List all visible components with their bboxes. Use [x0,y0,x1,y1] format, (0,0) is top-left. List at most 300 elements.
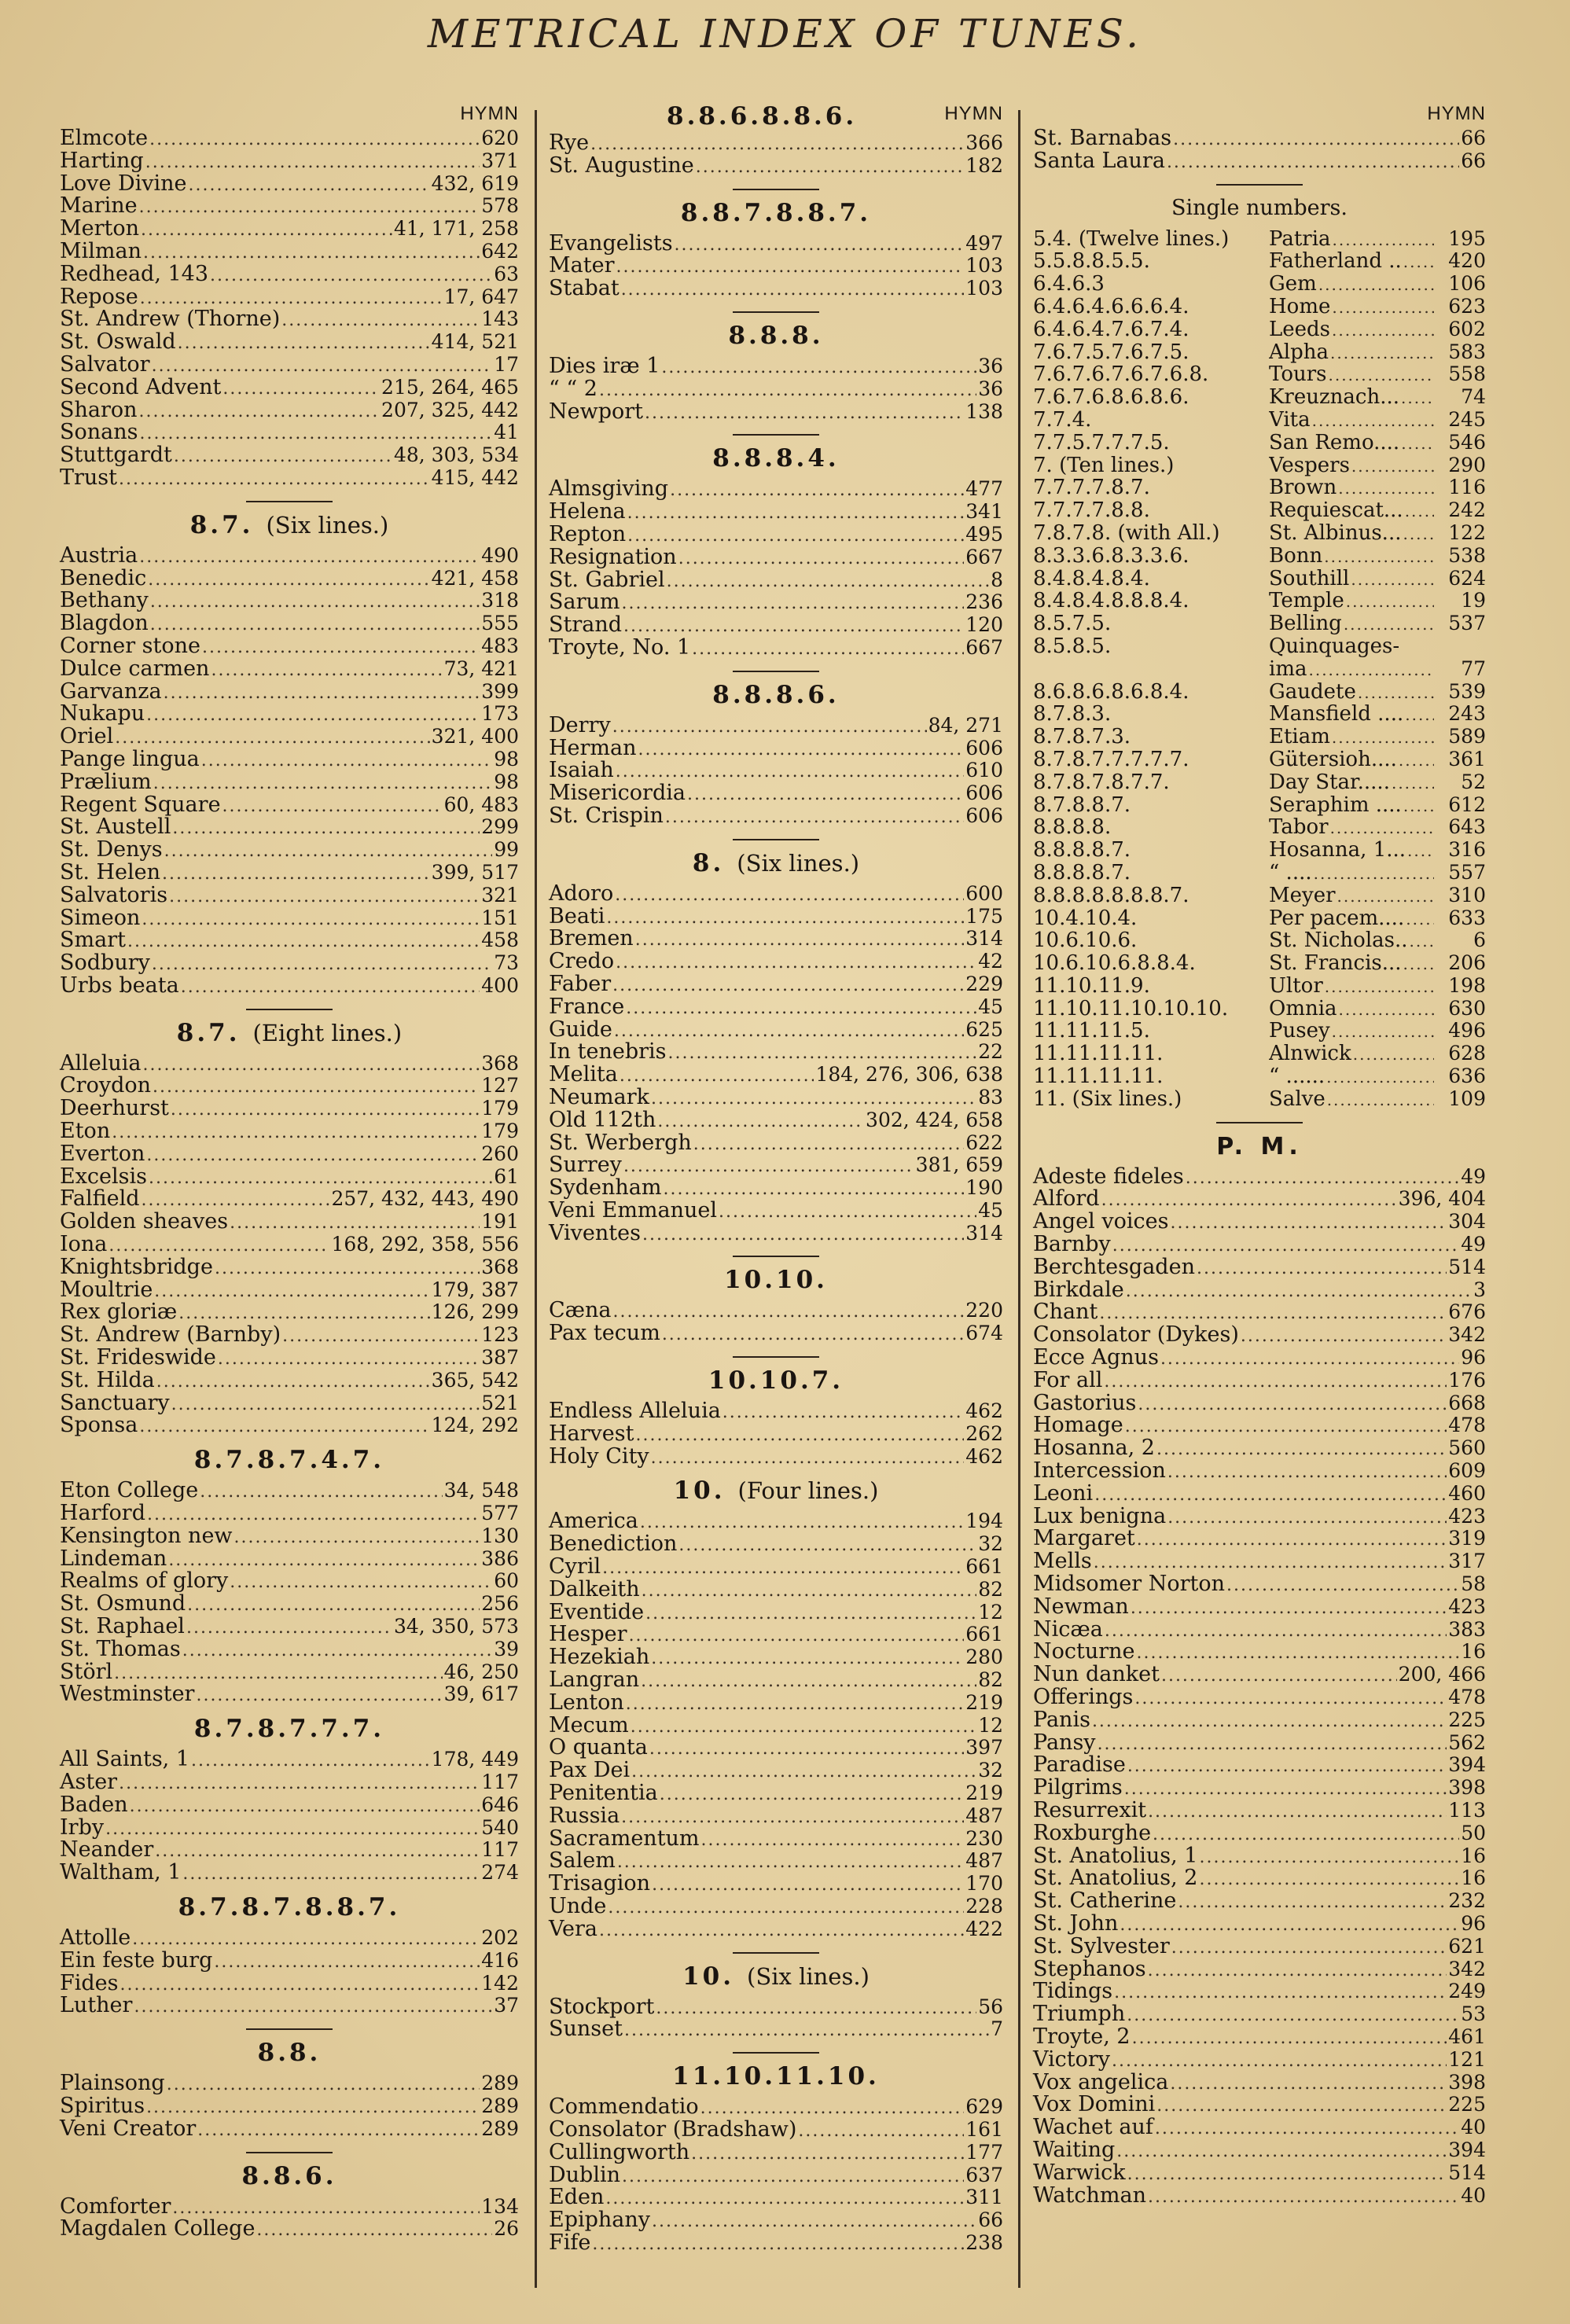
hymn-number: 60 [494,1569,519,1593]
hymn-number: 398 [1448,2070,1486,2094]
hymn-number: 179 [481,1120,519,1143]
leader-dots [678,548,965,571]
hymn-number: 45 [978,995,1003,1018]
hymn-number: 423 [1448,1594,1486,1618]
hymn-number: 399 [481,679,519,703]
tune-name: Victory [1033,2046,1111,2072]
hymn-number: 674 [965,1322,1003,1345]
hymn-number: 96 [1461,1911,1486,1935]
tune-name: Old 112th [549,1107,656,1132]
leader-dots [1332,319,1434,342]
tune-cell [1269,816,1436,840]
tune-name: Dies iræ 1 [549,353,660,378]
tune-row [60,1638,519,1661]
hymn-number: 229 [965,972,1003,995]
tune-name: Milman [60,238,142,263]
leader-dots [652,2211,976,2234]
tune-cell [1269,748,1436,772]
meter-label: 10. [682,1962,735,1991]
hymn-number: 83 [978,1085,1003,1109]
tune-row [60,1862,519,1885]
leader-dots [1131,1598,1447,1620]
tune-name: Marine [60,193,138,219]
hymn-number: 562 [1448,1730,1486,1754]
leader-dots [798,2120,964,2143]
tune-row [1033,127,1486,150]
tune-row [1033,1797,1486,1822]
hymn-number: 32 [978,1532,1003,1556]
tune-name: All Saints, 1 [60,1747,190,1772]
single-row [1033,612,1486,635]
leader-dots [1199,1869,1459,1892]
tune-row [1033,1822,1486,1845]
meter-label: 6.4.6.4.6.6.6.4. [1033,295,1189,318]
tune-row [1033,1367,1486,1392]
leader-dots [626,998,976,1020]
leader-dots [1124,1778,1447,1801]
tune-name: St. Anatolius, 1 [1033,1843,1198,1868]
hymn-number: 103 [965,277,1003,300]
tune-cell [1269,612,1436,636]
tune-row [60,1771,519,1794]
tune-row [1033,1910,1486,1936]
hymn-number: 414, 521 [431,330,519,354]
meter-label: 10. [673,1476,726,1506]
tune-row [60,1683,519,1706]
leader-dots [1346,590,1434,613]
section-heading [549,101,1003,132]
leader-dots [282,1326,480,1348]
section-heading [60,1709,519,1749]
hymn-number: 560 [1448,1436,1486,1460]
tune-row [549,634,1003,660]
tune-name: Watchman [1033,2182,1146,2208]
meter-label: 8.8.8.4. [712,444,840,473]
tune-name: Benediction [549,1532,678,1557]
hymn-number: 245 [1448,407,1486,431]
section-rule [733,311,819,313]
hymn-number: 84, 271 [928,713,1003,737]
tune-row [1033,150,1486,173]
meter-label: 8.7. [176,1018,241,1047]
tune-row [549,569,1003,592]
tune-section [549,671,1003,828]
tune-name: Paradise [1033,1752,1126,1778]
hymn-number: 589 [1448,725,1486,748]
leader-dots [1318,274,1434,296]
leader-dots [661,357,976,380]
tune-row [60,1301,519,1324]
leader-dots [172,818,480,840]
meter-label: 8.8.6.8.8.6. [667,102,858,131]
tune-cell [1269,726,1436,749]
leader-dots [1337,885,1434,908]
tune-name: Day Star..... [1269,770,1390,794]
tune-row [549,1737,1003,1760]
leader-dots [599,1920,964,1943]
hymn-number: 8 [991,568,1003,591]
single-row [1033,363,1486,386]
tune-row [60,127,519,150]
tune-name: Mells [1033,1549,1092,1574]
meter-label: 8.7.8.7.7.7.7.7. [1033,748,1189,771]
hymn-number: 633 [1448,906,1486,929]
tune-name: Gastorius [1033,1390,1137,1415]
tune-name: Salve [1269,1087,1325,1111]
meter-label: 6.4.6.3 [1033,273,1105,296]
hymn-number: 415, 442 [431,465,519,489]
leader-dots [1148,1801,1447,1824]
hymn-number: 629 [965,2095,1003,2119]
tune-row [549,782,1003,805]
tune-section [549,1952,1003,2042]
hymn-number: 34, 548 [443,1479,519,1502]
tune-name: Offerings [1033,1685,1134,1709]
tune-row [549,1220,1003,1245]
leader-dots [1167,1507,1447,1530]
tune-row [1033,1211,1486,1234]
tune-cell [1269,998,1436,1021]
leader-dots [182,1863,480,1886]
hymn-number: 421, 458 [431,566,519,590]
tune-row [549,1400,1003,1423]
hymn-number: 168, 292, 358, 556 [331,1233,519,1256]
hymn-number: 39, 617 [443,1682,519,1706]
hymn-number: 143 [481,307,519,331]
hymn-number: 177 [965,2140,1003,2164]
tune-name: Quinquages- [1269,634,1400,658]
tune-name: Melita [549,1062,618,1087]
tune-row [60,1324,519,1347]
leader-dots [1344,613,1434,636]
hymn-number: 514 [1448,1255,1486,1278]
hymn-number: 26 [494,2217,519,2241]
hymn-number: 310 [1448,883,1486,906]
leader-dots [719,1201,976,1224]
meter-label: 7. (Ten lines.) [1033,454,1175,477]
tune-name: St. Augustine [549,153,694,178]
hymn-number: 179, 387 [431,1278,519,1301]
tune-name: Epiphany [549,2208,651,2233]
hymn-number: 622 [965,1131,1003,1154]
tune-cell [1269,363,1436,387]
hymn-number: 45 [978,1198,1003,1222]
tune-name: Birkdale [1033,1277,1124,1302]
tune-name: Rex gloriæ [60,1300,178,1325]
leader-dots [222,378,380,401]
leader-dots [134,1996,492,2019]
tune-row [1033,1933,1486,1958]
tune-row [60,884,519,907]
leader-dots [617,1851,964,1874]
meter-label: 8.5.7.5. [1033,612,1112,635]
meter-label: 8.6.8.6.8.6.8.4. [1033,680,1189,704]
leader-dots [1392,772,1434,795]
hymn-number: 178, 449 [431,1748,519,1771]
single-row [1033,409,1486,432]
meter-label: 8.7.8.3. [1033,703,1112,726]
tune-row [60,816,519,839]
hymn-number: 540 [481,1815,519,1839]
tune-row [60,1347,519,1370]
leader-dots [197,2120,480,2142]
column-1 [60,101,519,2241]
section-heading [549,675,1003,715]
tune-row [549,1322,1003,1345]
single-row [1033,318,1486,341]
leader-dots [1403,251,1434,274]
leader-dots [599,380,976,403]
tune-row [60,590,519,612]
hymn-number: 487 [965,1849,1003,1873]
section-heading [60,2157,519,2196]
leader-dots [645,1603,976,1626]
tune-name: ima [1269,657,1307,681]
leader-dots [602,1557,964,1580]
tune-name: Tabor [1269,816,1329,840]
tune-row [549,1300,1003,1322]
hymn-number: 40 [1461,2116,1486,2139]
tune-name: Alleluia [60,1050,142,1076]
hymn-number: 399, 517 [431,860,519,884]
tune-name: Newport [549,399,644,424]
section-heading [60,506,519,545]
leader-dots [622,593,965,616]
hymn-number: 63 [494,262,519,285]
tune-cell [1269,975,1436,998]
leader-dots [152,954,492,976]
meter-label: 6.4.6.4.7.6.7.4. [1033,318,1189,341]
tune-section [549,434,1003,659]
tune-row [60,1392,519,1415]
tune-row [549,1712,1003,1737]
single-row [1033,635,1486,658]
tune-name: St. Hilda [60,1367,155,1392]
tune-name: St. Osmund [60,1591,186,1616]
tune-name: Holy City [549,1443,649,1469]
meter-label: 8.8.8.8.7. [1033,839,1131,862]
tune-name: Stephanos [1033,1956,1146,1981]
hymn-number: 175 [965,904,1003,928]
leader-dots [222,796,443,818]
tune-name: St. Oswald [60,329,176,355]
tune-section [60,2152,519,2241]
tune-row [549,2164,1003,2187]
section-heading: Single numbers. [1171,195,1348,220]
hymn-number: 6 [1473,928,1486,952]
leader-dots [605,2188,964,2211]
section-rule [246,1009,333,1010]
tune-name: Iona [60,1232,108,1257]
section-heading [549,439,1003,478]
leader-dots [1332,1020,1434,1043]
tune-name: Brown [1269,476,1337,500]
leader-dots [1333,229,1434,252]
tune-name: Lindeman [60,1546,167,1571]
tune-row [60,1050,519,1076]
tune-name: Sarum [549,590,620,615]
tune-name: Cyril [549,1554,601,1579]
hymn-number: 606 [965,781,1003,805]
hymn-header: HYMN [944,103,1003,124]
hymn-number: 190 [965,1176,1003,1200]
hymn-number: 41 [494,421,519,444]
tune-section [549,1356,1003,1468]
tune-name: Helena [549,499,626,524]
meter-label: 11. (Six lines.) [1033,1087,1182,1111]
leader-dots [651,1648,964,1671]
hymn-number: 184, 276, 306, 638 [815,1063,1003,1087]
leader-dots [1127,2164,1447,2186]
tune-name: Sunset [549,2017,623,2042]
hymn-number: 397 [965,1736,1003,1760]
hymn-number: 121 [1448,2047,1486,2071]
tune-row [60,2193,519,2219]
hymn-number: 66 [1461,149,1486,172]
section-heading [549,1361,1003,1400]
tune-row [1033,1460,1486,1483]
single-row [1033,228,1486,251]
tune-row [1033,1686,1486,1709]
hymn-number: 578 [481,194,519,218]
tune-row [549,132,1003,155]
tune-name: Midsomer Norton [1033,1572,1226,1597]
hymn-number: 96 [1461,1346,1486,1370]
hymn-number: 318 [481,589,519,612]
leader-dots [281,310,480,333]
tune-row [549,355,1003,378]
tune-row [60,1256,519,1279]
section-rule [246,501,333,502]
tune-name: Margaret [1033,1526,1135,1551]
tune-name: St. Albinus... [1269,521,1402,545]
tune-name: Bremen [549,926,634,951]
hymn-number: 342 [1448,1323,1486,1347]
single-row [1033,862,1486,884]
tune-name: Plainsong [60,2071,165,2096]
hymn-number: 52 [1461,770,1486,793]
tune-name: Lenton [549,1690,624,1715]
hymn-number: 637 [965,2163,1003,2186]
tune-cell [1269,1020,1436,1043]
hymn-number: 16 [1461,1866,1486,1890]
tune-name: Angel voices [1033,1209,1169,1234]
section-heading [60,2033,519,2072]
tune-row [549,1896,1003,1918]
hymn-number: 120 [965,613,1003,637]
hymn-number: 220 [965,1299,1003,1322]
tune-row [549,1197,1003,1223]
leader-dots [1410,930,1434,953]
tune-row [60,1502,519,1525]
tune-row [549,973,1003,996]
tune-name: Aster [60,1770,118,1794]
tune-row [1033,1664,1486,1686]
tune-name: Endless Alleluia [549,1399,721,1424]
section-rule [246,2028,333,2030]
leader-dots [627,525,964,548]
hymn-number: 56 [978,1995,1003,2018]
tune-row [549,1996,1003,2019]
tune-row [549,1623,1003,1646]
tune-row [1033,2003,1486,2026]
hymn-number: 386 [481,1546,519,1570]
leader-dots [155,1840,480,1863]
meter-label: 8.8.8.8. [1033,816,1112,840]
meter-label: 11.10.11.10. [672,2062,880,2091]
hymn-number: 667 [965,635,1003,659]
tune-name: Knightsbridge [60,1254,213,1279]
leader-dots [629,1625,965,1648]
hymn-number: 219 [965,1690,1003,1714]
hymn-number: 302, 424, 658 [866,1108,1003,1131]
hymn-number: 625 [965,1017,1003,1041]
hymn-number: 49 [1461,1164,1486,1188]
leader-dots [636,1425,965,1447]
hymn-number: 109 [1448,1087,1486,1110]
hymn-number: 314 [965,1221,1003,1245]
single-row [1033,432,1486,454]
tune-name: Tours [1269,363,1327,387]
hymn-number: 361 [1448,747,1486,770]
leader-dots [1329,364,1435,387]
hymn-number: 98 [494,770,519,793]
tune-name: In tenebris [549,1039,667,1065]
single-row [1033,296,1486,318]
hymn-number: 116 [1448,476,1486,499]
tune-name: Berchtesgaden [1033,1254,1195,1279]
tune-row [549,378,1003,401]
tune-name: Dalkeith [549,1576,640,1601]
meter-label: 8.4.8.4.8.4. [1033,567,1150,590]
hymn-number: 182 [965,153,1003,177]
hymn-number: 17 [494,352,519,376]
leader-dots [1314,862,1434,885]
hymn-number: 289 [481,2116,519,2140]
hymn-number: 606 [965,736,1003,759]
hymn-number: 39 [494,1637,519,1660]
leader-dots [631,1761,976,1784]
hymn-number: 317 [1448,1550,1486,1573]
section-heading [60,1013,519,1053]
hymn-number: 256 [481,1592,519,1616]
leader-dots [1358,682,1434,704]
tune-row [1033,1709,1486,1732]
tune-name: Neumark [549,1084,649,1109]
section-heading [549,316,1003,355]
tune-name: America [549,1509,638,1534]
tune-row [60,907,519,930]
hymn-number: 200, 466 [1398,1663,1486,1686]
leader-dots [1403,953,1434,976]
hymn-number: 381, 659 [915,1153,1003,1177]
tune-name: Comforter [60,2193,171,2219]
hymn-number: 34, 350, 573 [393,1615,519,1638]
tune-name: Resurrexit [1033,1797,1147,1822]
tune-row [549,951,1003,973]
leader-dots [174,446,392,469]
hymn-number: 176 [1448,1368,1486,1392]
hymn-number: 98 [494,747,519,770]
meter-label: 7.6.7.6.8.6.8.6. [1033,386,1189,409]
tune-row [60,748,519,771]
tune-cell [1269,862,1436,885]
single-row [1033,907,1486,930]
tune-name: Vox Domini [1033,2092,1156,2117]
tune-name: Wachet auf [1033,2115,1153,2140]
tune-row [60,263,519,286]
tune-row [60,1927,519,1950]
